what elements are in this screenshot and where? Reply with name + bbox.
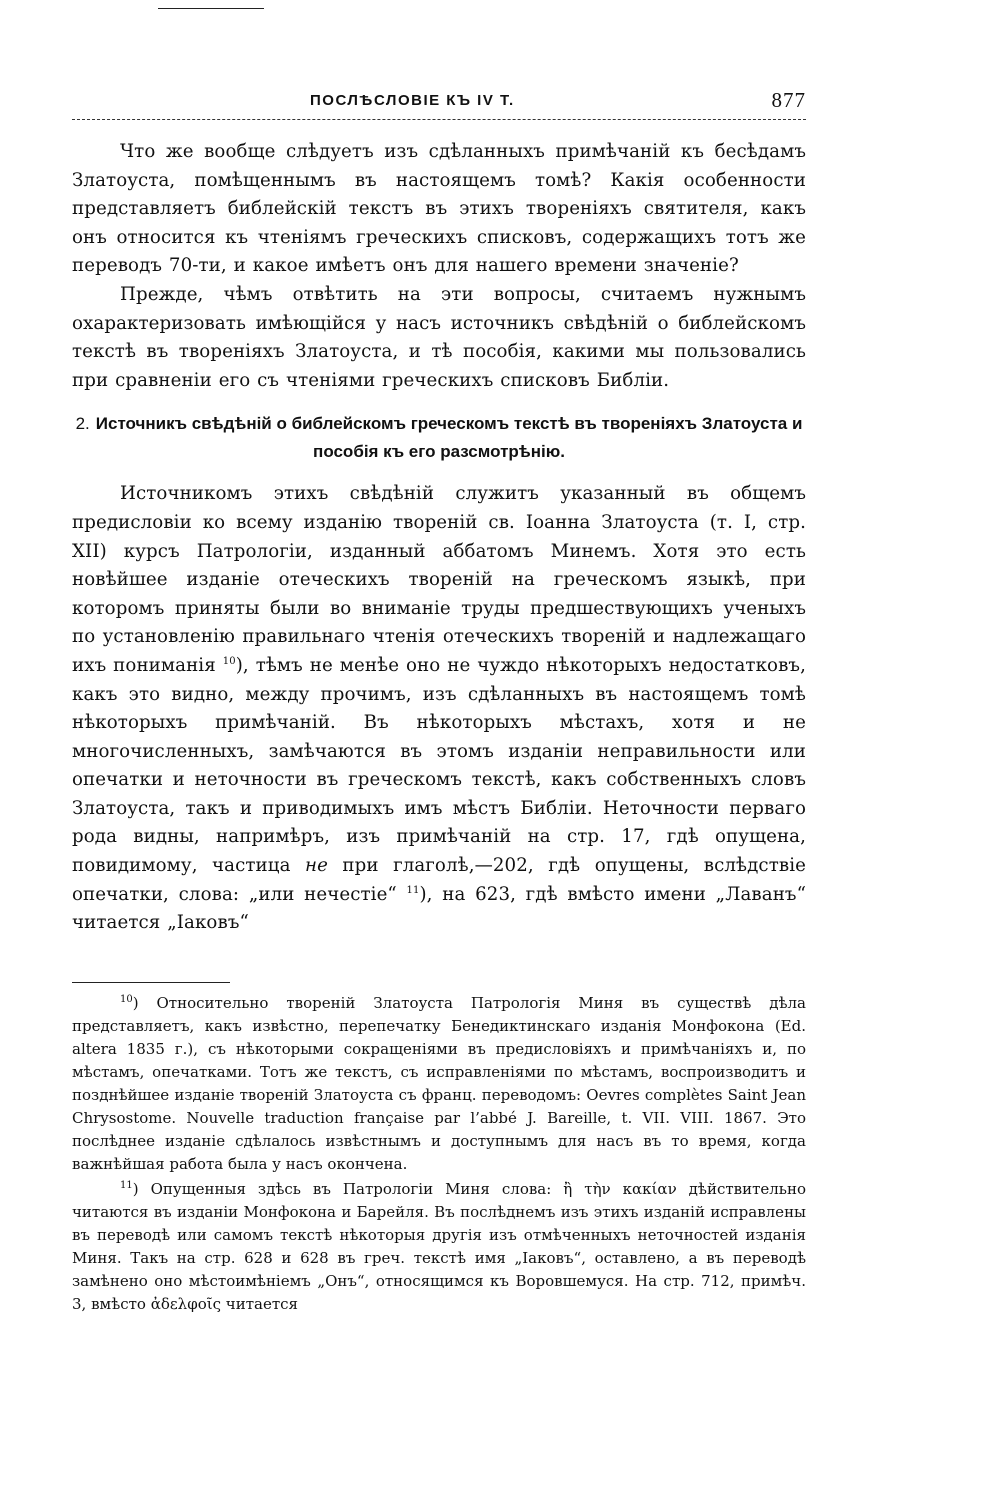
footnote-10-mark: 10 [120,994,133,1005]
footnote-ref-10[interactable]: 10 [222,655,236,667]
paragraph-3-part-c: при глаголѣ,—202, гдѣ опущены, вслѣдствіе опечатки, слова: „или нечестіе“ [72,855,806,905]
page-number: 877 [771,88,806,112]
italic-ne: не [305,855,328,877]
footnote-11-text-c: читается [221,1295,298,1313]
paragraph-3-part-d: ), на 623, гдѣ вмѣсто имени „Лаванъ“ читается „Іаковъ“ [72,883,806,934]
footnote-10 [72,992,806,1176]
paragraph-2: Прежде, чѣмъ отвѣтить на эти вопросы, считаемъ нужнымъ охарактеризовать имѣющійся у насъ источникъ свѣдѣній о библейскомъ текстѣ въ твореніяхъ Златоуста, и тѣ пособія, какими мы пользовались при сравненіи его съ чтеніями греческихъ списковъ Библіи. [72,283,806,391]
footnote-11-text-a: ) Опущенныя здѣсь въ Патрологіи Миня слова: [132,1180,564,1198]
section-title: Источникъ свѣдѣній о библейскомъ греческомъ текстѣ въ твореніяхъ Златоуста и пособія къ его разсмотрѣнію. [95,414,803,462]
footnote-rule [72,982,230,983]
header-rule [72,119,806,120]
section-number: 2. [75,414,90,434]
section-heading [72,410,806,466]
footnote-11-text-b: дѣйствительно читаются въ изданіи Монфокона и Барейля. Въ послѣднемъ изъ этихъ изданій исправлены въ переводѣ или самомъ текстѣ нѣкоторыя другія изъ отмѣченныхъ неточностей изданія Миня. Такъ на стр. 628 и 628 въ греч. текстѣ имя „Іаковъ“, оставлено, а въ переводѣ замѣнено оно мѣстоимѣніемъ „Онъ“, относящимся къ Воровшемуся. На стр. 712, примѣч. 3, вмѣсто [72,1180,806,1313]
paragraph-3 [72,480,806,938]
footnote-11-mark: 11 [120,1180,133,1191]
main-text [72,138,806,938]
paragraph-1: Что же вообще слѣдуетъ изъ сдѣланныхъ примѣчаній къ бесѣдамъ Златоуста, помѣщеннымъ въ настоящемъ томѣ? Какія особенности представляетъ библейскій текстъ въ этихъ твореніяхъ святителя, какъ онъ относится къ чтеніямъ греческихъ списковъ, содержащихъ тотъ же переводъ 70-ти, и какое имѣетъ онъ для нашего времени значеніе? [72,141,806,277]
footnote-ref-11[interactable]: 11 [406,884,420,896]
footnote-11-greek-1: ἢ τὴν κακίαν [563,1180,677,1198]
running-head [72,90,806,118]
footnote-10-text: ) Относительно твореній Златоуста Патрологія Миня въ существѣ дѣла представляетъ, какъ извѣстно, перепечатку Бенедиктинскаго изданія Монфокона (Ed. altera 1835 г.), съ нѣкоторыми сокращеніями въ предисловіяхъ и примѣчаніяхъ и, по мѣстамъ, опечатками. Тотъ же текстъ, съ исправленіями по мѣстамъ, воспроизводитъ и позднѣйшее изданіе твореній Златоуста съ франц. переводомъ: Oevres complètes Saint Jean Chrysostome. Nouvelle traduction française par l’abbé J. Bareille, t. VII. VIII. 1867. Это послѣднее изданіе сдѣлалось извѣстнымъ и доступнымъ для насъ въ то время, когда важнѣйшая работа была у насъ окончена. [72,994,806,1173]
footnotes [72,992,806,1316]
footnote-11-greek-2: ἀδελφοῖς [150,1295,222,1313]
book-page [72,0,806,1487]
running-title: ПОСЛѢСЛОВІЕ КЪ IV Т. [310,92,515,109]
paragraph-3-part-b: ), тѣмъ не менѣе оно не чуждо нѣкоторыхъ недостатковъ, какъ это видно, между прочимъ, изъ сдѣланныхъ въ настоящемъ томѣ нѣкоторыхъ примѣчаній. Въ нѣкоторыхъ мѣстахъ, хотя и не многочисленныхъ, замѣчаются въ этомъ изданіи неправильности или опечатки и неточности въ греческомъ текстѣ, какъ собственныхъ словъ Златоуста, такъ и приводимыхъ имъ мѣстъ Библіи. Неточности перваго рода видны, напримѣръ, изъ примѣчаній на стр. 17, гдѣ опущена, повидимому, частица [72,654,806,877]
paragraph-3-part-a: Источникомъ этихъ свѣдѣній служитъ указанный въ общемъ предисловіи ко всему изданію твореній св. Іоанна Златоуста (т. I, стр. XII) курсъ Патрологіи, изданный аббатомъ Минемъ. Хотя это есть новѣйшее изданіе отеческихъ твореній на греческомъ языкѣ, при которомъ приняты были во вниманіе труды предшествующихъ ученыхъ по установленію правильнаго чтенія отеческихъ твореній и надлежащаго ихъ пониманія [72,483,806,676]
footnote-11 [72,1178,806,1316]
